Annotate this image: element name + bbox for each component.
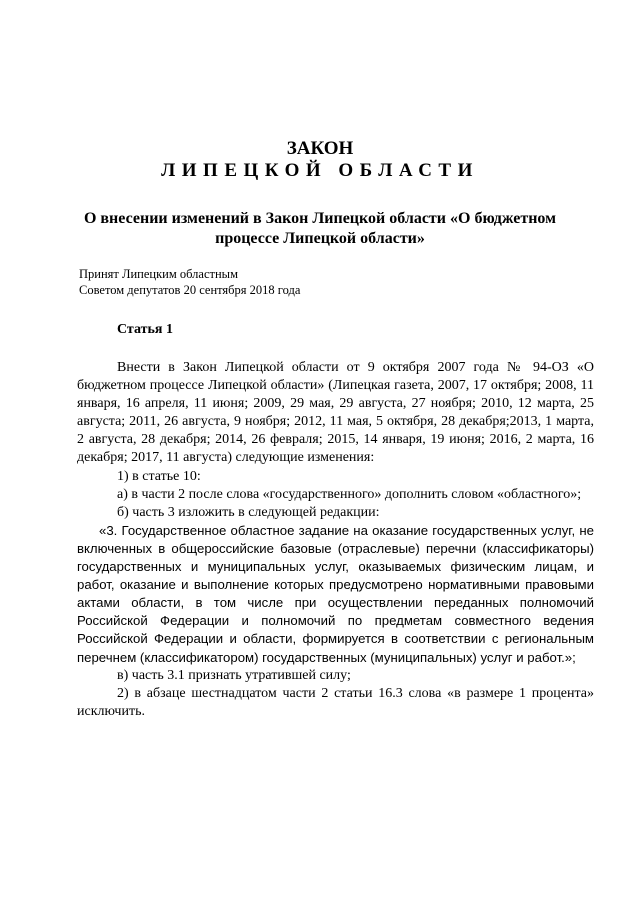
article-paragraph-item-2: 2) в абзаце шестнадцатом части 2 статьи 16.3 слова «в размере 1 процента» исключить. [77,685,594,719]
adoption-note [79,266,300,298]
article-paragraph-item-1: 1) в статье 10: [117,468,201,484]
region-heading: ЛИПЕЦКОЙ ОБЛАСТИ [161,160,479,181]
article-paragraph-item-v: в) часть 3.1 признать утратившей силу; [117,667,351,683]
article-paragraph-item-b: б) часть 3 изложить в следующей редакции: [117,504,380,520]
article-body [77,359,594,721]
document-type-heading: ЗАКОН [286,138,354,159]
adoption-line-1: Принят Липецким областным [79,267,238,281]
article-paragraph-item-a: а) в части 2 после слова «государственного» дополнить словом «областного»; [117,486,582,502]
article-paragraph-quoted-text: «3. Государственное областное задание на оказание государственных услуг, не включенных в общероссийские базовые (отраслевые) перечни (классификаторы) государственных и муниципальных услуг, оказываемых физическим лицам, и работ, оказание и выполнение которых предусмотрено нормативными правовыми актами области, в том числе при осуществлении переданных полномочий Российской Федерации и полномочий по предметам совместного ведения Российской Федерации и области, формируется в соответствии с региональным перечнем (классификатором) государственных (муниципальных) услуг и работ.»; [77,522,594,665]
article-paragraph-intro: Внести в Закон Липецкой области от 9 октября 2007 года № 94-ОЗ «О бюджетном процессе Липецкой области» (Липецкая газета, 2007, 17 октября; 2008, 11 января, 16 апреля, 11 июня; 2009, 29 мая, 29 августа, 27 ноября; 2010, 12 марта, 25 августа; 2011, 26 августа, 9 ноября; 2012, 11 мая, 5 октября, 28 декабря;2013, 1 марта, 2 августа, 28 декабря; 2014, 26 февраля; 2015, 14 января, 19 июня; 2016, 2 марта, 16 декабря; 2017, 11 августа) следующие изменения: [77,360,594,466]
adoption-line-2: Советом депутатов 20 сентября 2018 года [79,283,301,297]
document-title: О внесении изменений в Закон Липецкой области «О бюджетном процессе Липецкой области» [83,210,557,247]
article-heading: Статья 1 [117,322,173,337]
